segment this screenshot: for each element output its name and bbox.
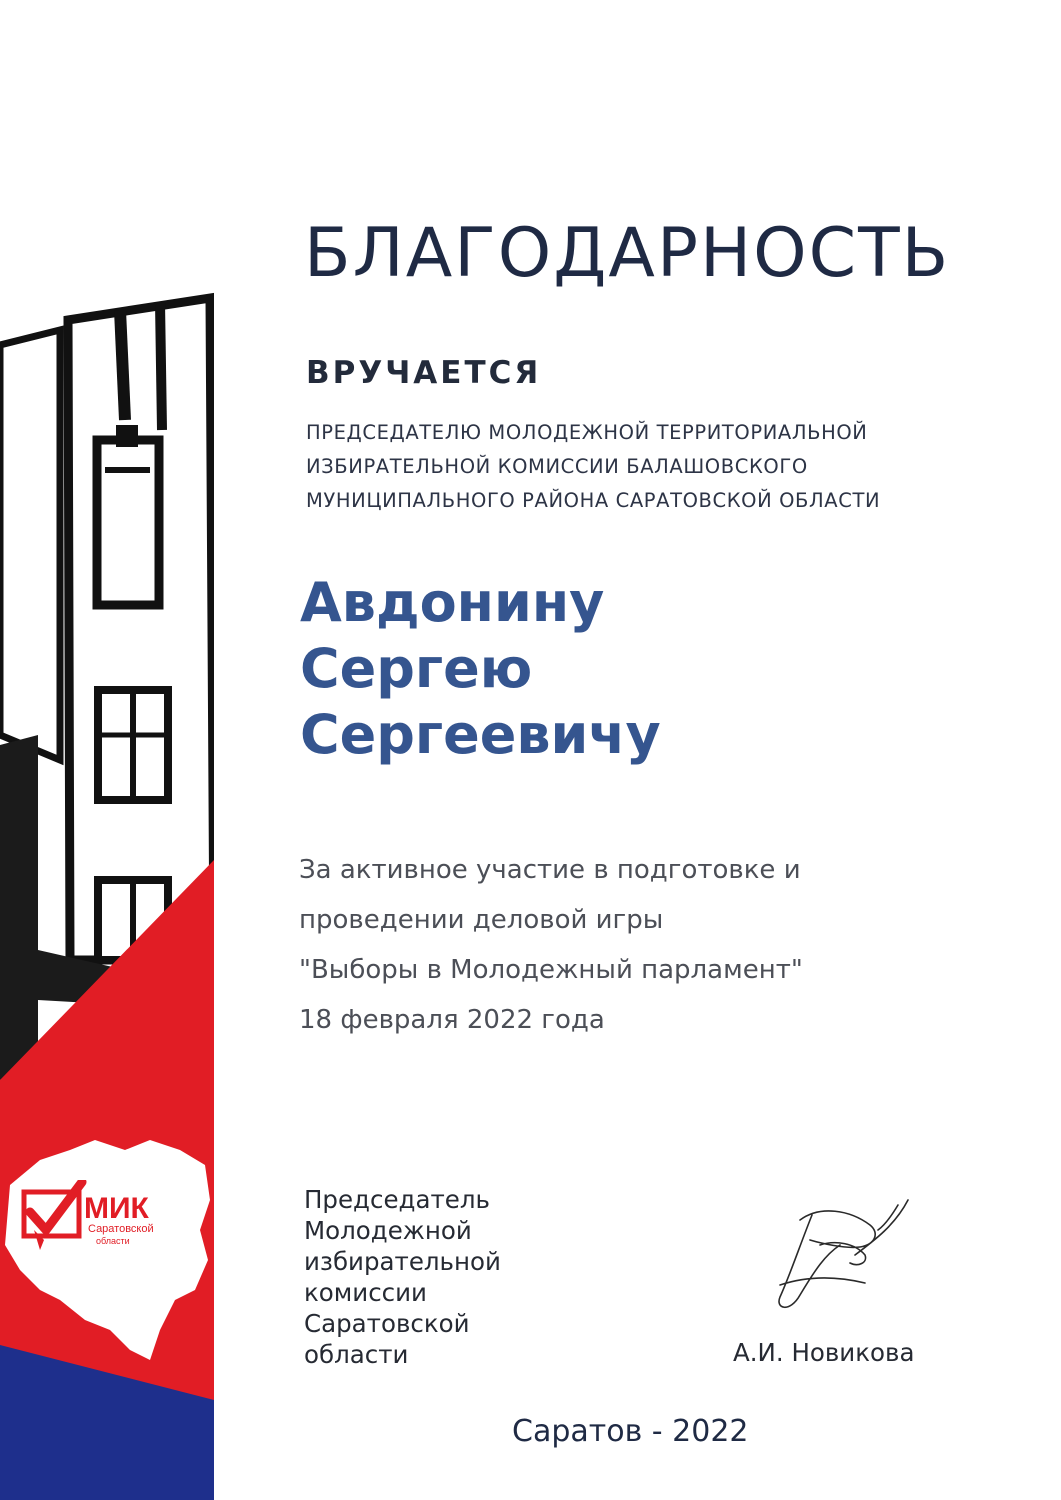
recipient-patronymic: Сергеевичу [300, 703, 661, 766]
position-line: ИЗБИРАТЕЛЬНОЙ КОМИССИИ БАЛАШОВСКОГО [306, 455, 808, 478]
checkmark-icon [30, 1182, 82, 1230]
mik-logo [20, 1180, 180, 1260]
reason-line: За активное участие в подготовке и [299, 855, 801, 885]
signatory-title [304, 1184, 501, 1370]
signatory-title-line: Саратовской [304, 1309, 470, 1338]
footer-place-year: Саратов - 2022 [512, 1414, 749, 1449]
logo-line-1: Саратовской [88, 1223, 154, 1235]
position-line: ПРЕДСЕДАТЕЛЮ МОЛОДЕЖНОЙ ТЕРРИТОРИАЛЬНОЙ [306, 421, 868, 444]
signatory-title-line: комиссии [304, 1278, 427, 1307]
recipient-first-name: Сергею [300, 637, 533, 700]
recipient-position [306, 416, 1006, 518]
signatory-title-line: Председатель [304, 1185, 490, 1214]
award-reason [299, 845, 803, 1045]
certificate-title: БЛАГОДАРНОСТЬ [304, 214, 951, 293]
signatory-title-line: области [304, 1340, 409, 1369]
signatory-title-line: избирательной [304, 1247, 501, 1276]
reason-line: "Выборы в Молодежный парламент" [299, 955, 803, 985]
reason-line: проведении деловой игры [299, 905, 664, 935]
reason-date: 18 февраля 2022 года [299, 1005, 605, 1035]
signature-image [760, 1185, 920, 1315]
recipient-surname: Авдонину [300, 571, 605, 634]
logo-line-2: области [96, 1236, 130, 1246]
signatory-title-line: Молодежной [304, 1216, 472, 1245]
position-line: МУНИЦИПАЛЬНОГО РАЙОНА САРАТОВСКОЙ ОБЛАСТИ [306, 489, 881, 512]
signatory-name: А.И. Новикова [733, 1338, 915, 1367]
side-decoration [0, 0, 214, 1500]
certificate-subtitle: ВРУЧАЕТСЯ [306, 355, 542, 391]
logo-abbr: МИК [84, 1192, 149, 1225]
recipient-name [300, 570, 661, 768]
